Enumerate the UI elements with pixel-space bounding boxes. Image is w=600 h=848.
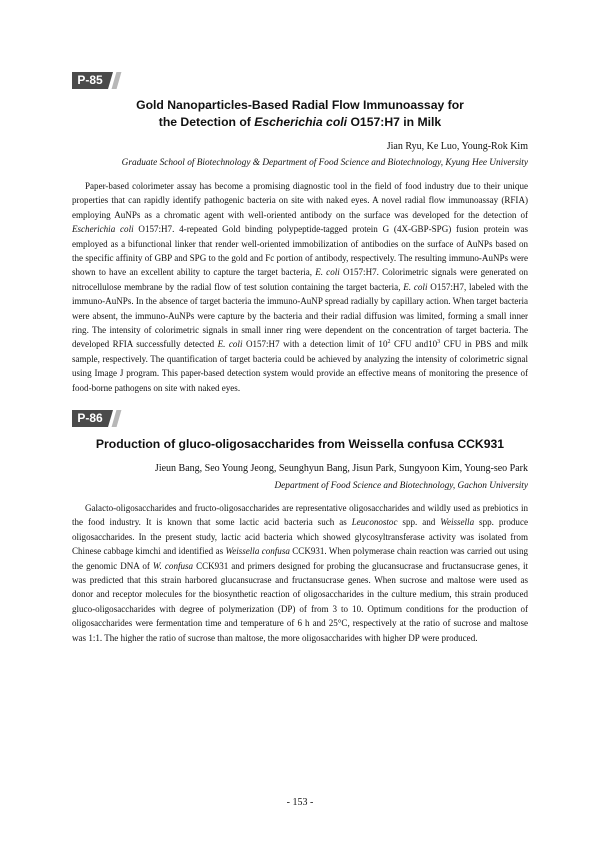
title-species: Escherichia coli xyxy=(254,115,348,129)
title-text: the Detection of xyxy=(158,115,255,129)
title-line-1: Gold Nanoparticles-Based Radial Flow Immunoassay for xyxy=(136,98,464,112)
author-list: Jieun Bang, Seo Young Jeong, Seunghyun Bang, Jisun Park, Sungyoon Kim, Young-seo Park xyxy=(154,463,528,474)
abstract-title xyxy=(60,97,540,131)
badge-slant-light xyxy=(112,410,122,427)
badge-slant-light xyxy=(112,72,122,89)
abstract-title: Production of gluco-oligosaccharides from Weissella confusa CCK931 xyxy=(95,437,505,451)
poster-code-badge xyxy=(72,410,120,427)
page-number: - 153 - xyxy=(286,797,314,808)
title-text: O157:H7 in Milk xyxy=(347,115,442,129)
author-list: Jian Ryu, Ke Luo, Young-Rok Kim xyxy=(386,141,528,152)
affiliation: Department of Food Science and Biotechnology, Gachon University xyxy=(274,481,528,491)
poster-code: P-85 xyxy=(72,72,108,89)
abstract-body: Paper-based colorimeter assay has become a promising diagnostic tool in the field of food industry due to their unique properties that can rapidly identify pathogenic bacteria on site with naked eyes. A novel radial flow immunoassay (RFIA) employing AuNPs as a chromatic agent with well-oriented antibody on the surface was developed for the detection of Escherichia coli O157:H7. 4-repeated Gold binding polypeptide-tagged protein G (4X-GBP-SPG) fusion protein was employed as a bifunctional linker that render well-oriented immobilization of antibodies on the surface of AuNPs based on the specific affinity of GBP and SPG to the gold and Fc portion of antibody, respectively. The resulting immuno-AuNPs were shown to have an excellent ability to capture the target bacteria, E. coli O157:H7. Colorimetric signals were generated on nitrocellulose membrane by the radial flow of test solution containing the target bacteria, E. coli O157:H7, labeled with the immuno-AuNPs. In the absence of target bacteria the immuno-AuNP spread radially by capillary action. When target bacteria were absent, the immuno-AuNPs were capture by the bacteria and their radial diffusion was limited, forming a small inner ring. The intensity of colorimetric signals in small inner ring were dependent on the concentration of target bacteria. The developed RFIA successfully detected E. coli O157:H7 with a detection limit of $10^2$ CFU $and10^3$ CFU in PBS and milk sample, respectively. The quantification of target bacteria could be achieved by analyzing the intensity of colorimetric signal using Image J program. This paper-based detection system would provide an effective means of monitoring the presence of food-borne pathogens on site with naked eyes. xyxy=(72,181,529,393)
abstract-body: Galacto-oligosaccharides and fructo-oligosaccharides are representative oligosaccharides and wildly used as prebiotics in the food industry. It is known that some lactic acid bacteria such as Leuconostoc spp. and Weissella spp. produce oligosaccharides. In the present study, lactic acid bacteria which showed glycosyltransferase activity was isolated from Chinese cabbage kimchi and identified as Weissella confusa CCK931. When polymerase chain reaction was carried out using the genomic DNA of W. confusa CCK931 and primers designed for probing the glucansucrase and fructansucrase genes, it was predicted that this strain harbored glucansucrase and fructansucrase genes. When sucrose and maltose were used as donor and receptor molecules for the biosynthetic reaction of oligosaccharides in the culture medium, this strain produced gluco-oligosaccharides with degree of polymerization (DP) of from 3 to 10. Optimum conditions for the production of oligosaccharides were fermentation time and temperature of 6 h and 25°C, respectively at the ratio of sucrose and maltose was 1:1. The higher the ratio of sucrose than maltose, the more oligosaccharides with higher DP were produced. xyxy=(72,503,529,643)
poster-code-badge xyxy=(72,72,120,89)
poster-code: P-86 xyxy=(72,410,108,427)
affiliation: Graduate School of Biotechnology & Department of Food Science and Biotechnology, Kyung Hee University xyxy=(121,158,528,168)
title-line-2 xyxy=(60,114,540,131)
